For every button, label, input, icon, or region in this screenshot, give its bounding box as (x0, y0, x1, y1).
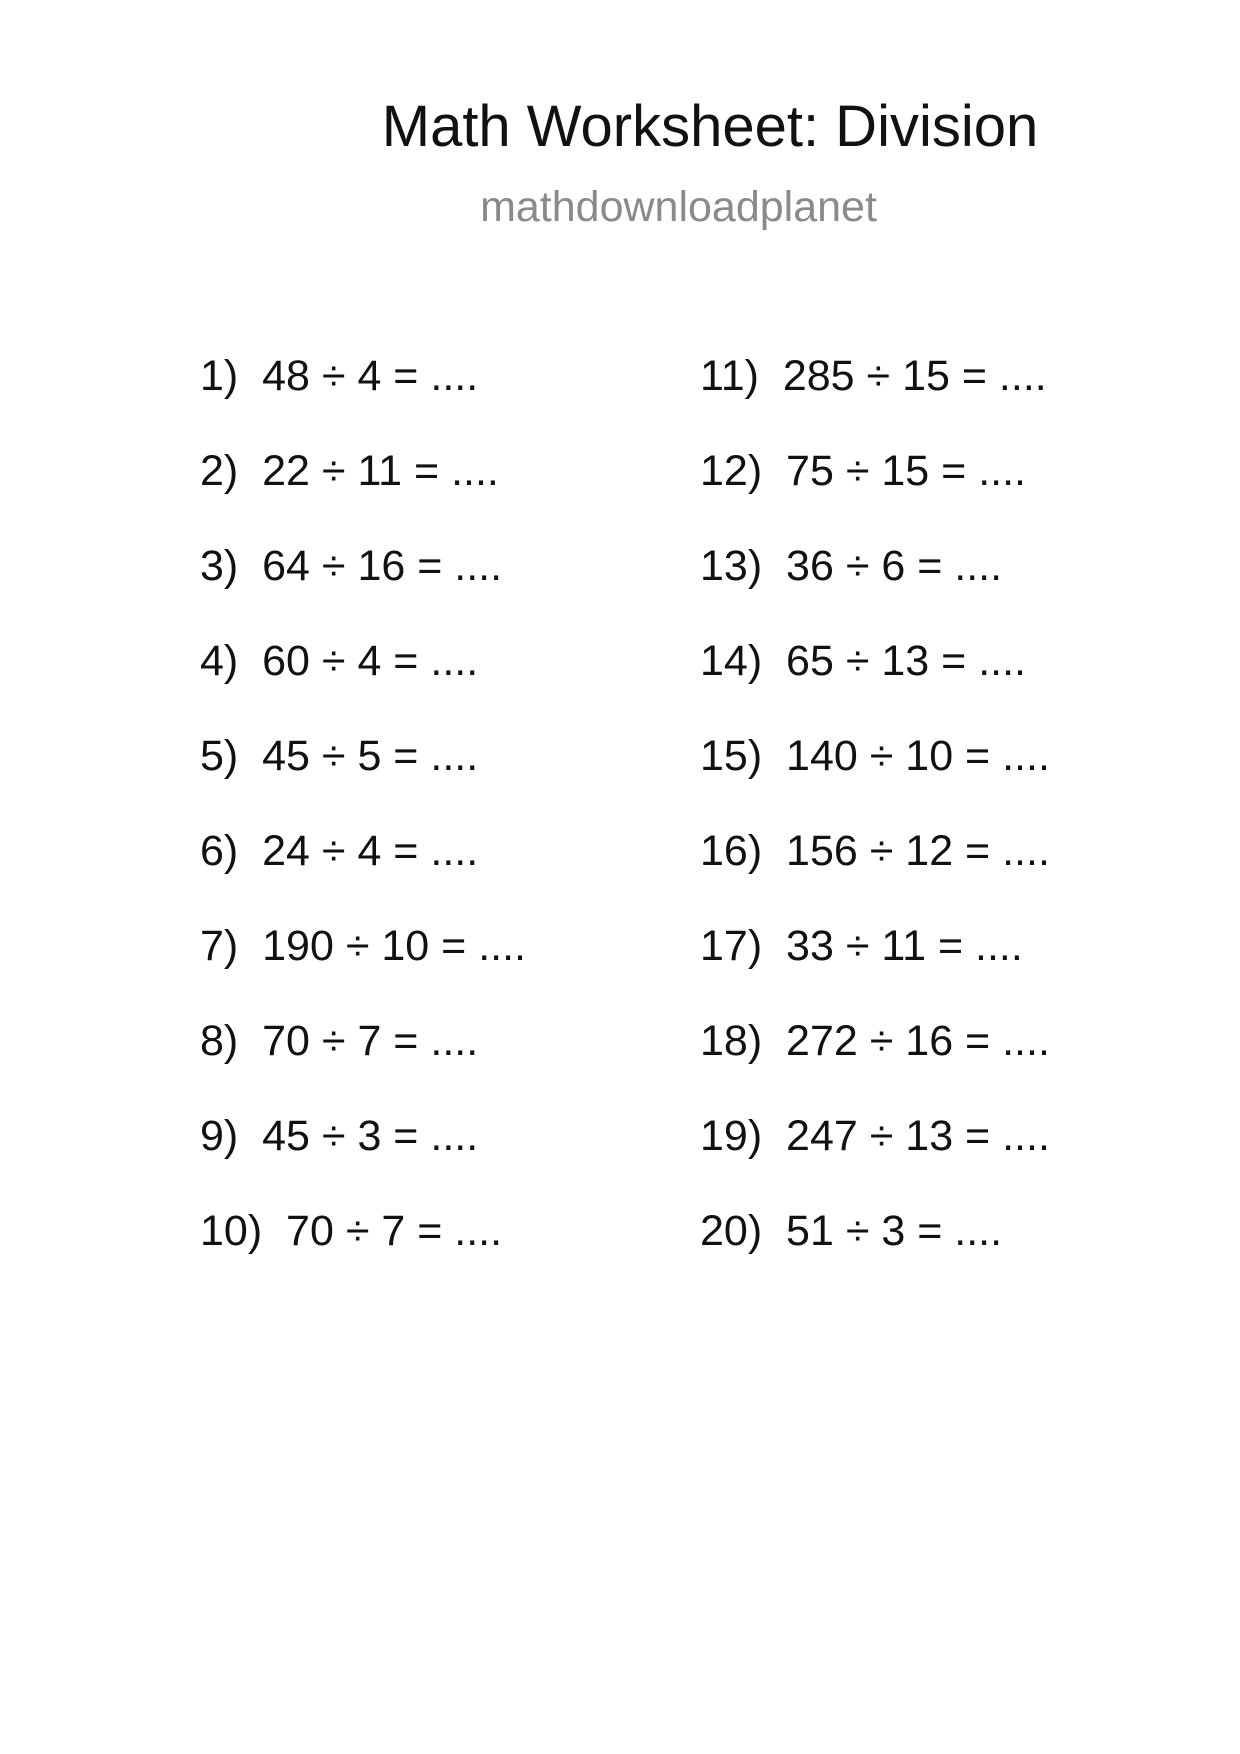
problem-9: 9) 45 ÷ 3 = .... (200, 1112, 479, 1160)
problem-10: 10) 70 ÷ 7 = .... (200, 1207, 503, 1255)
problem-16: 16) 156 ÷ 12 = .... (700, 827, 1050, 875)
problem-3: 3) 64 ÷ 16 = .... (200, 542, 503, 590)
problem-13: 13) 36 ÷ 6 = .... (700, 542, 1003, 590)
worksheet-source: mathdownloadplanet (480, 183, 877, 231)
problem-5: 5) 45 ÷ 5 = .... (200, 732, 479, 780)
problem-19: 19) 247 ÷ 13 = .... (700, 1112, 1050, 1160)
problem-7: 7) 190 ÷ 10 = .... (200, 922, 526, 970)
problem-15: 15) 140 ÷ 10 = .... (700, 732, 1050, 780)
problem-20: 20) 51 ÷ 3 = .... (700, 1207, 1003, 1255)
problem-17: 17) 33 ÷ 11 = .... (700, 922, 1023, 970)
problem-1: 1) 48 ÷ 4 = .... (200, 352, 479, 400)
problem-2: 2) 22 ÷ 11 = .... (200, 447, 499, 495)
problem-8: 8) 70 ÷ 7 = .... (200, 1017, 479, 1065)
problem-4: 4) 60 ÷ 4 = .... (200, 637, 479, 685)
problem-18: 18) 272 ÷ 16 = .... (700, 1017, 1050, 1065)
problem-12: 12) 75 ÷ 15 = .... (700, 447, 1026, 495)
problem-14: 14) 65 ÷ 13 = .... (700, 637, 1026, 685)
worksheet-title: Math Worksheet: Division (381, 94, 1039, 159)
problem-6: 6) 24 ÷ 4 = .... (200, 827, 479, 875)
problem-11: 11) 285 ÷ 15 = .... (700, 352, 1047, 400)
